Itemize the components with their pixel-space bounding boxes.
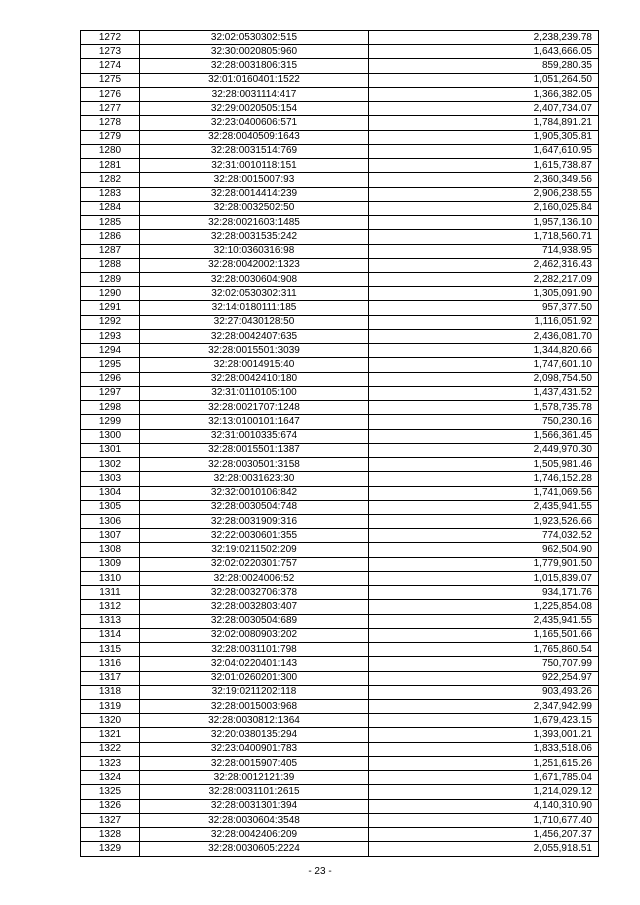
cadastral-code-cell: 32:23:0400606:571 — [140, 116, 369, 130]
row-index-cell: 1309 — [81, 557, 140, 571]
amount-cell: 1,456,207.37 — [369, 828, 599, 842]
amount-cell: 2,407,734.07 — [369, 102, 599, 116]
amount-cell: 1,214,029.12 — [369, 785, 599, 799]
amount-cell: 859,280.35 — [369, 59, 599, 73]
cadastral-code-cell: 32:28:0030605:2224 — [140, 842, 369, 856]
amount-cell: 962,504.90 — [369, 543, 599, 557]
amount-cell: 1,710,677.40 — [369, 813, 599, 827]
table-row — [81, 386, 599, 400]
table-row — [81, 272, 599, 286]
cadastral-code-cell: 32:02:0080903:202 — [140, 628, 369, 642]
cadastral-code-cell: 32:28:0015007:93 — [140, 173, 369, 187]
amount-cell: 1,741,069.56 — [369, 486, 599, 500]
cadastral-code-cell: 32:28:0031101:798 — [140, 643, 369, 657]
amount-cell: 1,116,051.92 — [369, 315, 599, 329]
amount-cell: 2,906,238.55 — [369, 187, 599, 201]
table-row — [81, 472, 599, 486]
cadastral-code-cell: 32:28:0015501:1387 — [140, 443, 369, 457]
amount-cell: 2,435,941.55 — [369, 500, 599, 514]
row-index-cell: 1328 — [81, 828, 140, 842]
cadastral-code-cell: 32:28:0031114:417 — [140, 87, 369, 101]
table-row — [81, 643, 599, 657]
table-row — [81, 529, 599, 543]
amount-cell: 2,160,025.84 — [369, 201, 599, 215]
table-row — [81, 842, 599, 856]
table-row — [81, 657, 599, 671]
table-row — [81, 415, 599, 429]
cadastral-code-cell: 32:28:0031535:242 — [140, 230, 369, 244]
table-row — [81, 102, 599, 116]
row-index-cell: 1295 — [81, 358, 140, 372]
amount-cell: 2,282,217.09 — [369, 272, 599, 286]
row-index-cell: 1310 — [81, 571, 140, 585]
row-index-cell: 1284 — [81, 201, 140, 215]
cadastral-code-cell: 32:29:0020505:154 — [140, 102, 369, 116]
table-row — [81, 771, 599, 785]
cadastral-code-cell: 32:28:0014414:239 — [140, 187, 369, 201]
cadastral-code-cell: 32:28:0030504:748 — [140, 500, 369, 514]
amount-cell: 1,393,001.21 — [369, 728, 599, 742]
row-index-cell: 1285 — [81, 216, 140, 230]
table-row — [81, 813, 599, 827]
row-index-cell: 1281 — [81, 159, 140, 173]
cadastral-code-cell: 32:31:0010335:674 — [140, 429, 369, 443]
amount-cell: 1,779,901.50 — [369, 557, 599, 571]
row-index-cell: 1314 — [81, 628, 140, 642]
amount-cell: 1,344,820.66 — [369, 344, 599, 358]
amount-cell: 1,957,136.10 — [369, 216, 599, 230]
cadastral-code-cell: 32:30:0020805:960 — [140, 45, 369, 59]
table-row — [81, 685, 599, 699]
table-row — [81, 728, 599, 742]
table-row — [81, 130, 599, 144]
table-row — [81, 514, 599, 528]
amount-cell: 1,671,785.04 — [369, 771, 599, 785]
table-row — [81, 671, 599, 685]
cadastral-code-cell: 32:32:0010106:842 — [140, 486, 369, 500]
row-index-cell: 1283 — [81, 187, 140, 201]
row-index-cell: 1320 — [81, 714, 140, 728]
table-row — [81, 401, 599, 415]
cadastral-code-cell: 32:28:0024006:52 — [140, 571, 369, 585]
amount-cell: 1,566,361.45 — [369, 429, 599, 443]
row-index-cell: 1312 — [81, 600, 140, 614]
row-index-cell: 1304 — [81, 486, 140, 500]
cadastral-code-cell: 32:28:0042410:180 — [140, 372, 369, 386]
row-index-cell: 1318 — [81, 685, 140, 699]
amount-cell: 1,615,738.87 — [369, 159, 599, 173]
amount-cell: 1,366,382.05 — [369, 87, 599, 101]
amount-cell: 1,679,423.15 — [369, 714, 599, 728]
cadastral-code-cell: 32:01:0160401:1522 — [140, 73, 369, 87]
cadastral-code-cell: 32:31:0010118:151 — [140, 159, 369, 173]
row-index-cell: 1306 — [81, 514, 140, 528]
cadastral-code-cell: 32:28:0031909:316 — [140, 514, 369, 528]
row-index-cell: 1279 — [81, 130, 140, 144]
table-row — [81, 287, 599, 301]
table-row — [81, 301, 599, 315]
amount-cell: 922,254.97 — [369, 671, 599, 685]
cadastral-code-cell: 32:01:0260201:300 — [140, 671, 369, 685]
row-index-cell: 1319 — [81, 700, 140, 714]
amount-cell: 1,718,560.71 — [369, 230, 599, 244]
records-table-body — [81, 31, 599, 857]
amount-cell: 2,238,239.78 — [369, 31, 599, 45]
row-index-cell: 1316 — [81, 657, 140, 671]
cadastral-code-cell: 32:02:0530302:311 — [140, 287, 369, 301]
records-table — [80, 30, 599, 857]
amount-cell: 2,449,970.30 — [369, 443, 599, 457]
row-index-cell: 1313 — [81, 614, 140, 628]
table-row — [81, 372, 599, 386]
table-row — [81, 543, 599, 557]
cadastral-code-cell: 32:27:0430128:50 — [140, 315, 369, 329]
cadastral-code-cell: 32:28:0031806:315 — [140, 59, 369, 73]
amount-cell: 1,746,152.28 — [369, 472, 599, 486]
table-row — [81, 586, 599, 600]
cadastral-code-cell: 32:28:0031623:30 — [140, 472, 369, 486]
amount-cell: 1,784,891.21 — [369, 116, 599, 130]
table-row — [81, 173, 599, 187]
table-row — [81, 73, 599, 87]
row-index-cell: 1293 — [81, 329, 140, 343]
row-index-cell: 1274 — [81, 59, 140, 73]
cadastral-code-cell: 32:19:0211502:209 — [140, 543, 369, 557]
table-row — [81, 258, 599, 272]
cadastral-code-cell: 32:28:0030604:908 — [140, 272, 369, 286]
amount-cell: 1,305,091.90 — [369, 287, 599, 301]
amount-cell: 1,647,610.95 — [369, 144, 599, 158]
cadastral-code-cell: 32:28:0030604:3548 — [140, 813, 369, 827]
amount-cell: 957,377.50 — [369, 301, 599, 315]
amount-cell: 2,462,316.43 — [369, 258, 599, 272]
table-row — [81, 45, 599, 59]
amount-cell: 1,225,854.08 — [369, 600, 599, 614]
table-row — [81, 230, 599, 244]
table-row — [81, 486, 599, 500]
amount-cell: 2,436,081.70 — [369, 329, 599, 343]
table-row — [81, 187, 599, 201]
cadastral-code-cell: 32:23:0400901:783 — [140, 742, 369, 756]
table-row — [81, 828, 599, 842]
row-index-cell: 1298 — [81, 401, 140, 415]
amount-cell: 1,923,526.66 — [369, 514, 599, 528]
cadastral-code-cell: 32:28:0021603:1485 — [140, 216, 369, 230]
row-index-cell: 1278 — [81, 116, 140, 130]
row-index-cell: 1280 — [81, 144, 140, 158]
row-index-cell: 1326 — [81, 799, 140, 813]
amount-cell: 1,051,264.50 — [369, 73, 599, 87]
table-row — [81, 785, 599, 799]
amount-cell: 2,435,941.55 — [369, 614, 599, 628]
amount-cell: 1,905,305.81 — [369, 130, 599, 144]
table-row — [81, 116, 599, 130]
page-number: - 23 - — [308, 866, 332, 877]
cadastral-code-cell: 32:28:0031301:394 — [140, 799, 369, 813]
table-row — [81, 144, 599, 158]
table-row — [81, 628, 599, 642]
cadastral-code-cell: 32:28:0042406:209 — [140, 828, 369, 842]
amount-cell: 2,055,918.51 — [369, 842, 599, 856]
table-row — [81, 557, 599, 571]
row-index-cell: 1324 — [81, 771, 140, 785]
row-index-cell: 1299 — [81, 415, 140, 429]
table-row — [81, 742, 599, 756]
table-row — [81, 87, 599, 101]
row-index-cell: 1286 — [81, 230, 140, 244]
row-index-cell: 1290 — [81, 287, 140, 301]
amount-cell: 1,747,601.10 — [369, 358, 599, 372]
table-row — [81, 756, 599, 770]
cadastral-code-cell: 32:22:0030601:355 — [140, 529, 369, 543]
row-index-cell: 1311 — [81, 586, 140, 600]
table-row — [81, 159, 599, 173]
amount-cell: 903,493.26 — [369, 685, 599, 699]
row-index-cell: 1307 — [81, 529, 140, 543]
amount-cell: 1,251,615.26 — [369, 756, 599, 770]
cadastral-code-cell: 32:28:0030504:689 — [140, 614, 369, 628]
amount-cell: 4,140,310.90 — [369, 799, 599, 813]
amount-cell: 714,938.95 — [369, 244, 599, 258]
table-row — [81, 600, 599, 614]
row-index-cell: 1273 — [81, 45, 140, 59]
table-row — [81, 458, 599, 472]
cadastral-code-cell: 32:28:0031514:769 — [140, 144, 369, 158]
amount-cell: 2,347,942.99 — [369, 700, 599, 714]
row-index-cell: 1300 — [81, 429, 140, 443]
row-index-cell: 1289 — [81, 272, 140, 286]
table-row — [81, 614, 599, 628]
table-row — [81, 571, 599, 585]
cadastral-code-cell: 32:31:0110105:100 — [140, 386, 369, 400]
table-row — [81, 429, 599, 443]
table-row — [81, 500, 599, 514]
cadastral-code-cell: 32:28:0012121:39 — [140, 771, 369, 785]
table-row — [81, 244, 599, 258]
table-row — [81, 714, 599, 728]
row-index-cell: 1329 — [81, 842, 140, 856]
cadastral-code-cell: 32:28:0042002:1323 — [140, 258, 369, 272]
row-index-cell: 1303 — [81, 472, 140, 486]
cadastral-code-cell: 32:02:0530302:515 — [140, 31, 369, 45]
amount-cell: 1,505,981.46 — [369, 458, 599, 472]
cadastral-code-cell: 32:28:0015501:3039 — [140, 344, 369, 358]
table-row — [81, 31, 599, 45]
row-index-cell: 1288 — [81, 258, 140, 272]
row-index-cell: 1276 — [81, 87, 140, 101]
cadastral-code-cell: 32:02:0220301:757 — [140, 557, 369, 571]
amount-cell: 1,015,839.07 — [369, 571, 599, 585]
amount-cell: 934,171.76 — [369, 586, 599, 600]
cadastral-code-cell: 32:14:0180111:185 — [140, 301, 369, 315]
amount-cell: 1,643,666.05 — [369, 45, 599, 59]
cadastral-code-cell: 32:28:0032502:50 — [140, 201, 369, 215]
row-index-cell: 1321 — [81, 728, 140, 742]
amount-cell: 750,707.99 — [369, 657, 599, 671]
row-index-cell: 1297 — [81, 386, 140, 400]
table-row — [81, 358, 599, 372]
cadastral-code-cell: 32:19:0211202:118 — [140, 685, 369, 699]
amount-cell: 1,833,518.06 — [369, 742, 599, 756]
row-index-cell: 1292 — [81, 315, 140, 329]
row-index-cell: 1322 — [81, 742, 140, 756]
table-row — [81, 329, 599, 343]
row-index-cell: 1308 — [81, 543, 140, 557]
cadastral-code-cell: 32:10:0360316:98 — [140, 244, 369, 258]
row-index-cell: 1282 — [81, 173, 140, 187]
cadastral-code-cell: 32:28:0030501:3158 — [140, 458, 369, 472]
row-index-cell: 1296 — [81, 372, 140, 386]
row-index-cell: 1302 — [81, 458, 140, 472]
row-index-cell: 1327 — [81, 813, 140, 827]
cadastral-code-cell: 32:20:0380135:294 — [140, 728, 369, 742]
row-index-cell: 1294 — [81, 344, 140, 358]
cadastral-code-cell: 32:28:0031101:2615 — [140, 785, 369, 799]
row-index-cell: 1317 — [81, 671, 140, 685]
amount-cell: 750,230.16 — [369, 415, 599, 429]
row-index-cell: 1277 — [81, 102, 140, 116]
cadastral-code-cell: 32:28:0042407:635 — [140, 329, 369, 343]
cadastral-code-cell: 32:28:0015907:405 — [140, 756, 369, 770]
cadastral-code-cell: 32:04:0220401:143 — [140, 657, 369, 671]
table-row — [81, 201, 599, 215]
cadastral-code-cell: 32:28:0021707:1248 — [140, 401, 369, 415]
table-row — [81, 799, 599, 813]
table-row — [81, 315, 599, 329]
amount-cell: 1,165,501.66 — [369, 628, 599, 642]
row-index-cell: 1275 — [81, 73, 140, 87]
amount-cell: 1,578,735.78 — [369, 401, 599, 415]
cadastral-code-cell: 32:28:0030812:1364 — [140, 714, 369, 728]
cadastral-code-cell: 32:28:0015003:968 — [140, 700, 369, 714]
row-index-cell: 1291 — [81, 301, 140, 315]
cadastral-code-cell: 32:28:0032803:407 — [140, 600, 369, 614]
row-index-cell: 1323 — [81, 756, 140, 770]
row-index-cell: 1301 — [81, 443, 140, 457]
row-index-cell: 1287 — [81, 244, 140, 258]
row-index-cell: 1305 — [81, 500, 140, 514]
table-row — [81, 700, 599, 714]
amount-cell: 2,098,754.50 — [369, 372, 599, 386]
cadastral-code-cell: 32:28:0040509:1643 — [140, 130, 369, 144]
cadastral-code-cell: 32:28:0014915:40 — [140, 358, 369, 372]
row-index-cell: 1272 — [81, 31, 140, 45]
table-row — [81, 443, 599, 457]
table-row — [81, 216, 599, 230]
amount-cell: 1,437,431.52 — [369, 386, 599, 400]
amount-cell: 2,360,349.56 — [369, 173, 599, 187]
cadastral-code-cell: 32:13:0100101:1647 — [140, 415, 369, 429]
table-row — [81, 344, 599, 358]
amount-cell: 1,765,860.54 — [369, 643, 599, 657]
cadastral-code-cell: 32:28:0032706:378 — [140, 586, 369, 600]
row-index-cell: 1315 — [81, 643, 140, 657]
row-index-cell: 1325 — [81, 785, 140, 799]
amount-cell: 774,032.52 — [369, 529, 599, 543]
table-row — [81, 59, 599, 73]
